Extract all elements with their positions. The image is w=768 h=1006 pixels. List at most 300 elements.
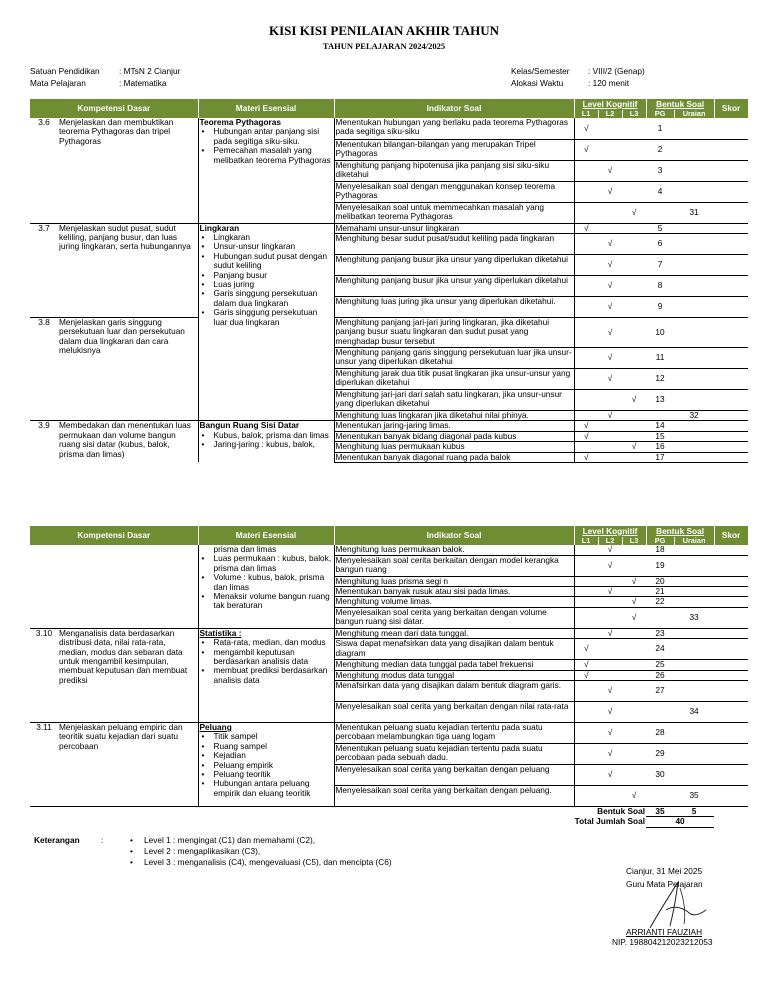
list-item: • Hubungan antar panjang sisi pada segitiga siku-siku. [214,127,333,146]
indikator-cell: Menghitung median data tunggal pada tabel frekuensi [334,660,574,670]
total-jumlah-value: 40 [646,817,714,827]
uraian-cell [674,431,714,441]
indikator-cell: Menentukan peluang suatu kejadian tertentu pada suatu percobaan pada sebuah dadu. [334,743,574,764]
kd-number-empty [30,545,58,628]
skor-cell [714,452,748,462]
pg-cell: 16 [646,442,674,452]
th-pg: PG [646,537,674,545]
pg-cell [646,202,674,223]
level-2-cell [598,389,622,410]
th-materi-esensial: Materi Esensial [198,526,334,545]
level-2-cell: √ [598,181,622,202]
list-item: • Hubungan sudut pusat dengan sudut keliling [214,252,333,271]
pg-cell: 8 [646,275,674,296]
level-2-cell [598,670,622,680]
document-title: KISI KISI PENILAIAN AKHIR TAHUN [269,23,499,38]
table-row [30,545,748,555]
indikator-cell: Menghitung luas juring jika unsur yang diperlukan diketahui. [334,296,574,317]
indikator-cell: Menyelesaikan soal dengan menggunakan konsep teorema Pythagoras [334,181,574,202]
info-value: : Matematika [119,78,167,88]
uraian-cell [674,545,714,555]
th-kompetensi-dasar: Kompetensi Dasar [30,526,198,545]
level-3-cell [622,743,646,764]
indikator-cell: Menghitung jari-jari dari salah satu lingkaran, jika unsur-unsur yang diperlukan diketahui [334,389,574,410]
uraian-cell [674,160,714,181]
uraian-cell [674,181,714,202]
kd-number: 3.10 [30,628,58,722]
pg-cell: 24 [646,639,674,660]
materi-title: Teorema Pythagoras [199,117,281,127]
info-label: Kelas/Semester [511,66,570,76]
table-2-body [30,545,748,827]
table-row [30,317,748,347]
level-2-cell: √ [598,764,622,785]
level-3-cell [622,555,646,576]
level-1-cell: √ [574,452,598,462]
materi-lingkaran [198,223,334,421]
uraian-cell [674,764,714,785]
skor-cell [714,410,748,420]
indikator-cell: Menghitung panjang jari-jari juring lingkaran, jika diketahui panjang busur suatu lingkaran dan sudut pusat yang menghadap busur tersebut [334,317,574,347]
th-kompetensi-dasar: Kompetensi Dasar [30,99,198,118]
list-item: • Peluang empirik [214,761,333,770]
info-label: Alokasi Waktu [511,78,564,88]
uraian-cell [674,639,714,660]
level-3-cell [622,628,646,638]
pg-cell: 27 [646,680,674,701]
uraian-cell [674,347,714,368]
level-1-cell [574,296,598,317]
materi-pythagoras [198,118,334,223]
signature-role: Guru Mata Pelajaran [626,879,703,889]
level-2-cell: √ [598,368,622,389]
list-item: • Volume : kubus, balok, prisma dan limas [214,573,333,592]
indikator-cell: Menafsirkan data yang disajikan dalam bentuk diagram garis. [334,680,574,701]
materi-title: Lingkaran [199,222,240,233]
level-1-cell [574,389,598,410]
total-uraian: 5 [674,806,714,816]
indikator-cell: Menghitung panjang garis singgung persekutuan luar jika unsur-unsur yang diperlukan diketahui [334,347,574,368]
level-1-cell [574,442,598,452]
level-3-cell: √ [622,389,646,410]
level-1-cell [574,576,598,586]
level-1-cell [574,410,598,420]
level-3-cell [622,160,646,181]
level-1-cell [574,368,598,389]
uraian-cell [674,254,714,275]
level-2-cell [598,785,622,806]
list-item: • Lingkaran [214,233,333,242]
skor-cell [714,431,748,441]
level-2-cell [598,421,622,431]
skor-cell [714,421,748,431]
materi-title: Bangun Ruang Sisi Datar [199,420,300,431]
pg-cell: 10 [646,317,674,347]
info-value: : MTsN 2 Cianjur [119,66,181,76]
kd-text: Menjelaskan garis singgung persekutuan luar dan persekutuan dalam dua lingkaran dan cara melukisnya [58,317,198,420]
pg-cell: 26 [646,670,674,680]
th-materi-esensial: Materi Esensial [198,99,334,118]
materi-statistika [198,628,334,722]
skor-cell [714,607,748,628]
level-1-cell: √ [574,660,598,670]
table-row [30,223,748,233]
list-item: • Luas juring [214,280,333,289]
level-3-cell [622,275,646,296]
keterangan-list [130,835,530,868]
level-1-cell: √ [574,223,598,233]
level-2-cell [598,431,622,441]
materi-list [200,638,333,685]
skor-cell [714,764,748,785]
pg-cell: 22 [646,597,674,607]
level-1-cell: √ [574,421,598,431]
skor-cell [714,275,748,296]
list-item: • Luas permukaan : kubus, balok, prisma dan limas [214,554,333,573]
level-2-cell: √ [598,160,622,181]
level-1-cell [574,233,598,254]
uraian-cell [674,223,714,233]
skor-cell [714,139,748,160]
pg-cell: 30 [646,764,674,785]
level-2-cell: √ [598,410,622,420]
level-3-cell [622,545,646,555]
indikator-cell: Menghitung panjang busur jika unsur yang diperlukan diketahui [334,275,574,296]
indikator-cell: Menghitung volume limas. [334,597,574,607]
info-label: Mata Pelajaran [30,78,86,88]
uraian-cell [674,722,714,743]
level-3-cell [622,586,646,596]
indikator-cell: Menghitung besar sudut pusat/sudut keliling pada lingkaran [334,233,574,254]
level-1-cell [574,545,598,555]
skor-cell [714,628,748,638]
uraian-cell: 31 [674,202,714,223]
level-3-cell [622,452,646,462]
list-item: • Kejadian [214,751,333,760]
level-3-cell [622,410,646,420]
level-1-cell [574,181,598,202]
level-1-cell [574,743,598,764]
uraian-cell [674,597,714,607]
pg-cell: 25 [646,660,674,670]
signature-nip: NIP. 198804212023212053 [612,937,713,947]
level-3-cell [622,639,646,660]
pg-cell: 21 [646,586,674,596]
list-item: • Level 2 : mengaplikasikan (C3), [130,846,530,857]
indikator-cell: Menentukan hubungan yang berlaku pada teorema Pythagoras pada segitiga siku-siku [334,118,574,139]
uraian-cell [674,275,714,296]
indikator-cell: Menghitung luas permukaan kubus [334,442,574,452]
kd-number: 3.11 [30,722,58,806]
level-2-cell: √ [598,254,622,275]
th-pg: PG [646,110,674,118]
list-item: • Peluang teoritik [214,770,333,779]
pg-cell: 13 [646,389,674,410]
list-item: • Hubungan antara peluang empirik dan eluang teoritik [214,779,333,798]
level-3-cell: √ [622,597,646,607]
level-3-cell: √ [622,576,646,586]
level-1-cell [574,785,598,806]
list-item: • Ruang sampel [214,742,333,751]
level-1-cell [574,254,598,275]
level-1-cell [574,317,598,347]
indikator-cell: Menyelesaikan soal cerita yang berkaitan dengan peluang [334,764,574,785]
pg-cell: 9 [646,296,674,317]
table-1-body [30,118,748,462]
level-1-cell [574,722,598,743]
level-2-cell [598,639,622,660]
skor-cell [714,817,748,827]
skor-cell [714,722,748,743]
kd-text: Menjelaskan sudut pusat, sudut keliling, panjang busur, dan luas juring lingkaran, serta hubungannya [58,223,198,317]
indikator-cell: Memahami unsur-unsur lingkaran [334,223,574,233]
level-3-cell [622,670,646,680]
uraian-cell [674,139,714,160]
level-3-cell: √ [622,607,646,628]
pg-cell: 17 [646,452,674,462]
level-1-cell [574,160,598,181]
uraian-cell [674,421,714,431]
pg-cell: 19 [646,555,674,576]
skor-cell [714,639,748,660]
level-3-cell [622,347,646,368]
indikator-cell: Menghitung luas lingkaran jika diketahui nilai phinya. [334,410,574,420]
indikator-cell: Menentukan bilangan-bilangan yang merupakan Tripel Pythagoras [334,139,574,160]
level-2-cell [598,576,622,586]
skor-cell [714,586,748,596]
level-3-cell: √ [622,785,646,806]
level-2-cell: √ [598,701,622,722]
th-indikator-soal: Indikator Soal [334,99,574,118]
kd-number: 3.8 [30,317,58,420]
pg-cell: 7 [646,254,674,275]
level-2-cell [598,452,622,462]
level-1-cell: √ [574,118,598,139]
pg-cell: 6 [646,233,674,254]
level-3-cell [622,118,646,139]
total-jumlah-label: Total Jumlah Soal [574,815,646,826]
level-1-cell: √ [574,431,598,441]
indikator-cell: Menghitung modus data tunggal [334,670,574,680]
list-item: • Garis singgung persekutuan dalam dua lingkaran [214,289,333,308]
materi-list [200,233,333,327]
skor-cell [714,254,748,275]
uraian-cell [674,118,714,139]
keterangan-label: Keterangan [34,835,80,845]
table-row [30,722,748,743]
level-2-cell: √ [598,680,622,701]
level-1-cell [574,275,598,296]
th-uraian: Uraian [674,537,714,545]
level-2-cell [598,660,622,670]
th-l3: L3 [622,110,646,118]
list-item: • Titik sampel [214,732,333,741]
list-item: • Jaring-jaring : kubus, balok, [214,440,333,449]
pg-cell: 1 [646,118,674,139]
skor-cell [714,660,748,670]
level-2-cell: √ [598,545,622,555]
uraian-cell [674,680,714,701]
skor-cell [714,576,748,586]
uraian-cell [674,368,714,389]
skor-cell [714,806,748,816]
level-1-cell [574,347,598,368]
indikator-cell: Menyelesaikan soal cerita yang berkaitan dengan peluang. [334,785,574,806]
level-3-cell [622,431,646,441]
skor-cell [714,545,748,555]
th-skor: Skor [714,526,748,545]
uraian-cell [674,296,714,317]
level-2-cell [598,442,622,452]
skor-cell [714,160,748,181]
keterangan-colon: : [101,835,104,845]
materi-list [200,554,333,610]
level-2-cell: √ [598,347,622,368]
pg-cell: 11 [646,347,674,368]
level-3-cell [622,421,646,431]
kd-text: Menjelaskan dan membuktikan teorema Pythagoras dan tripel Pythagoras [58,118,198,223]
level-3-cell [622,680,646,701]
th-bentuk-soal: Bentuk Soal [646,526,714,537]
th-bentuk-soal: Bentuk Soal [646,99,714,110]
info-value: : 120 menit [588,78,630,88]
level-3-cell [622,660,646,670]
pg-cell: 5 [646,223,674,233]
uraian-cell [674,233,714,254]
kisi-table-2 [30,526,749,828]
skor-cell [714,701,748,722]
materi-peluang [198,722,334,806]
th-l3: L3 [622,537,646,545]
uraian-cell [674,442,714,452]
uraian-cell: 32 [674,410,714,420]
level-2-cell: √ [598,296,622,317]
level-1-cell [574,680,598,701]
table-row [30,421,748,431]
level-3-cell [622,368,646,389]
info-left [30,65,180,89]
level-1-cell [574,586,598,596]
level-1-cell [574,628,598,638]
indikator-cell: Menghitung panjang hipotenusa jika panjang sisi siku-siku diketahui [334,160,574,181]
level-3-cell [622,233,646,254]
materi-list [200,127,333,165]
level-2-cell: √ [598,722,622,743]
th-l1: L1 [574,537,598,545]
skor-cell [714,743,748,764]
kd-text: Membedakan dan menentukan luas permukaan dan volume bangun ruang sisi datar (kubus, balok, prisma dan limas) [58,421,198,463]
indikator-cell: Menghitung mean dari data tunggal. [334,628,574,638]
pg-cell: 2 [646,139,674,160]
level-3-cell: √ [622,442,646,452]
document-subtitle: TAHUN PELAJARAN 2024/2025 [322,41,446,51]
level-2-cell: √ [598,743,622,764]
uraian-cell [674,317,714,347]
kd-text-empty [58,545,198,628]
level-2-cell [598,607,622,628]
list-item: • Pemecahan masalah yang melibatkan teorema Pythagoras [214,146,333,165]
level-3-cell [622,181,646,202]
skor-cell [714,785,748,806]
materi-bangun-ruang [198,421,334,463]
indikator-cell: Menyelesaikan soal cerita yang berkaitan dengan volume bangun ruang sisi datar. [334,607,574,628]
uraian-cell [674,576,714,586]
indikator-cell: Menghitung jarak dua titik pusat lingkaran jika unsur-unsur yang diperlukan diketahui [334,368,574,389]
materi-title: Statistika : [199,627,242,638]
uraian-cell [674,586,714,596]
materi-list [200,431,333,450]
level-3-cell [622,139,646,160]
uraian-cell: 35 [674,785,714,806]
skor-cell [714,597,748,607]
list-item: • Level 1 : mengingat (C1) dan memahami (C2), [130,835,530,846]
list-item: • Rata-rata, median, dan modus [214,638,333,647]
indikator-cell: Menghitung luas prisma segi n [334,576,574,586]
materi-bangun-ruang-cont [198,545,334,628]
th-level-kognitif: Level Kognitif [574,99,646,110]
handwritten-signature [640,880,710,930]
skor-cell [714,296,748,317]
kd-number: 3.9 [30,421,58,463]
materi-cont-text: prisma dan limas [213,544,277,554]
level-2-cell [598,597,622,607]
materi-list [200,732,333,798]
th-l2: L2 [598,110,622,118]
uraian-cell [674,660,714,670]
list-item: • mengambil keputusan berdasarkan analisis data [214,648,333,667]
skor-cell [714,555,748,576]
th-indikator-soal: Indikator Soal [334,526,574,545]
pg-cell: 4 [646,181,674,202]
level-2-cell [598,223,622,233]
level-2-cell: √ [598,555,622,576]
level-1-cell: √ [574,639,598,660]
info-value: : VIII/2 (Genap) [588,66,645,76]
level-3-cell [622,317,646,347]
skor-cell [714,202,748,223]
level-2-cell [598,139,622,160]
level-1-cell: √ [574,670,598,680]
skor-cell [714,181,748,202]
th-level-kognitif: Level Kognitif [574,526,646,537]
level-1-cell [574,202,598,223]
kisi-table-1 [30,99,749,463]
skor-cell [714,442,748,452]
indikator-cell: Menyelesaikan soal cerita berkaitan dengan model kerangka bangun ruang [334,555,574,576]
level-2-cell [598,118,622,139]
skor-cell [714,317,748,347]
indikator-cell: Menyelesaikan soal untuk memmecahkan masalah yang melibatkan teorema Pythagoras [334,202,574,223]
skor-cell [714,389,748,410]
th-uraian: Uraian [674,110,714,118]
skor-cell [714,680,748,701]
info-right [511,65,645,89]
level-1-cell [574,764,598,785]
total-pg: 35 [646,806,674,816]
list-item: • membuat prediksi berdasarkan analisis data [214,666,333,685]
indikator-cell: Menyelesaikan soal cerita yang berkaitan dengan nilai rata-rata [334,701,574,722]
uraian-cell: 33 [674,607,714,628]
level-3-cell [622,722,646,743]
level-3-cell: √ [622,202,646,223]
indikator-cell: Menghitung luas permukaan balok. [334,545,574,555]
indikator-cell: Siswa dapat menafsirkan data yang disajikan dalam bentuk diagram [334,639,574,660]
list-item: • Garis singgung persekutuan luar dua lingkaran [214,308,333,327]
level-3-cell [622,254,646,275]
pg-cell: 14 [646,421,674,431]
skor-cell [714,223,748,233]
pg-cell: 28 [646,722,674,743]
